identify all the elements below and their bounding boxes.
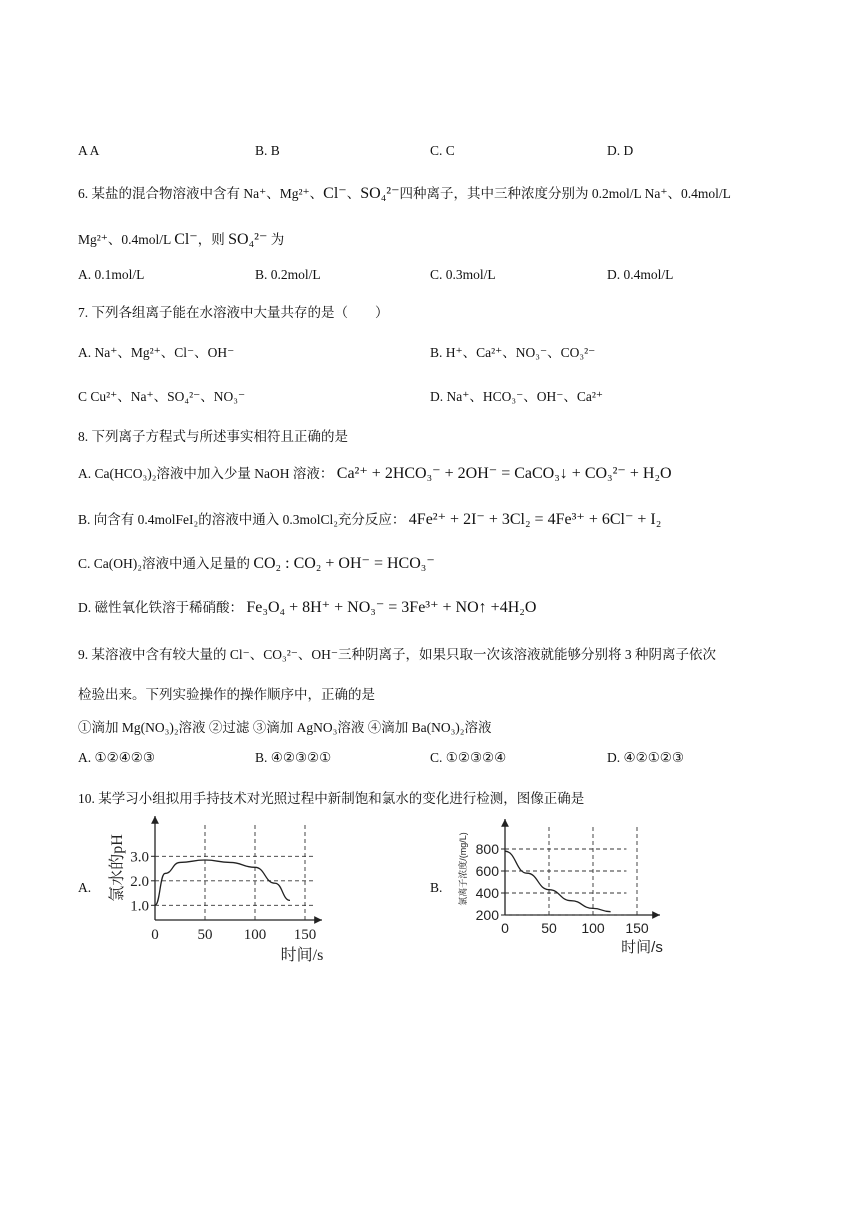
y-tick-label: 3.0 xyxy=(130,849,149,866)
q8-b-equation: 4Fe²⁺ + 2I⁻ + 3Cl₂ = 4Fe³⁺ + 6Cl⁻ + I₂ xyxy=(408,511,662,528)
q8-option-b xyxy=(78,508,661,529)
y-axis-label: 氯离子浓度/(mg/L) xyxy=(458,832,468,906)
x-tick-label: 0 xyxy=(151,927,159,943)
x-tick-label: 50 xyxy=(197,927,213,943)
q9-stem-line1: 9. 某溶液中含有较大量的 Cl⁻、CO₃²⁻、OH⁻三种阴离子，如果只取一次该溶液就能够分别将 3 种阴离子依次 xyxy=(78,647,717,662)
q8-option-d xyxy=(78,596,536,617)
x-tick-label: 100 xyxy=(243,927,267,943)
q7-option-b: B. H⁺、Ca²⁺、NO₃⁻、CO₃²⁻ xyxy=(430,345,596,360)
q9-option-d: D. ④②①②③ xyxy=(607,750,685,765)
y-tick-label: 400 xyxy=(475,884,499,901)
q9-option-a: A. ①②④②③ xyxy=(78,750,156,765)
q6-line2-cl-ion: Cl⁻ xyxy=(174,231,198,248)
x-axis-label: 时间/s xyxy=(621,939,663,956)
x-tick-label: 100 xyxy=(581,920,605,936)
q6-stem-line1 xyxy=(78,182,731,203)
q5-option-b: B. B xyxy=(255,143,280,158)
q9-option-c: C. ①②③②④ xyxy=(430,750,507,765)
y-tick-label: 600 xyxy=(475,862,499,879)
q6-line2-suffix: 为 xyxy=(270,232,285,247)
q8-d-equation: Fe₃O₄ + 8H⁺ + NO₃⁻ = 3Fe³⁺ + NO↑ +4H₂O xyxy=(246,599,537,616)
q8-d-text: D. 磁性氧化铁溶于稀硝酸： xyxy=(78,600,243,615)
q6-sep: 、 xyxy=(346,186,361,201)
chloride-chart xyxy=(450,815,680,965)
q10-option-a-label: A. xyxy=(78,880,92,895)
x-tick-label: 0 xyxy=(501,920,509,936)
q8-c-text: C. Ca(OH)₂溶液中通入足量的 xyxy=(78,556,250,571)
y-axis-label: 氯水的pH xyxy=(109,834,126,902)
q6-option-c: C. 0.3mol/L xyxy=(430,267,496,282)
q6-line2-mid: ，则 xyxy=(197,232,225,247)
q10-stem: 10. 某学习小组拟用手持技术对光照过程中新制饱和氯水的变化进行检测，图像正确是 xyxy=(78,791,585,806)
q8-option-a xyxy=(78,462,672,483)
q6-line2-so4-ion: SO₄²⁻ xyxy=(228,231,268,248)
q7-option-d: D. Na⁺、HCO₃⁻、OH⁻、Ca²⁺ xyxy=(430,389,603,404)
q6-line2-prefix: Mg²⁺、0.4mol/L xyxy=(78,232,171,247)
q6-so4-ion: SO₄²⁻ xyxy=(360,185,400,202)
q6-stem-suffix: 四种离子，其中三种浓度分别为 0.2mol/L Na⁺、0.4mol/L xyxy=(399,186,731,201)
x-tick-label: 150 xyxy=(293,927,317,943)
ph-chart xyxy=(100,810,340,970)
x-tick-label: 50 xyxy=(541,920,557,936)
q6-stem-line2 xyxy=(78,228,284,249)
q8-a-text: A. Ca(HCO₃)₂溶液中加入少量 NaOH 溶液： xyxy=(78,466,334,481)
q8-option-c xyxy=(78,552,435,573)
q10-option-b-label: B. xyxy=(430,880,443,895)
x-tick-label: 150 xyxy=(625,920,649,936)
q9-option-b: B. ④②③②① xyxy=(255,750,332,765)
q7-stem: 7. 下列各组离子能在水溶液中大量共存的是（ ） xyxy=(78,305,389,320)
q8-stem: 8. 下列离子方程式与所述事实相符且正确的是 xyxy=(78,429,348,444)
q6-option-b: B. 0.2mol/L xyxy=(255,267,321,282)
q8-c-equation: CO₂ : CO₂ + OH⁻ = HCO₃⁻ xyxy=(253,555,435,572)
q6-stem-prefix: 6. 某盐的混合物溶液中含有 Na⁺、Mg²⁺、 xyxy=(78,186,324,201)
q9-stem-line2: 检验出来。下列实验操作的操作顺序中，正确的是 xyxy=(78,687,375,702)
q8-b-text: B. 向含有 0.4molFeI₂的溶液中通入 0.3molCl₂充分反应： xyxy=(78,512,406,527)
q8-a-equation: Ca²⁺ + 2HCO₃⁻ + 2OH⁻ = CaCO₃↓ + CO₃²⁻ + H₂O xyxy=(336,465,672,482)
y-tick-label: 200 xyxy=(475,906,499,923)
q6-option-d: D. 0.4mol/L xyxy=(607,267,674,282)
y-tick-label: 2.0 xyxy=(130,874,149,891)
y-tick-label: 800 xyxy=(475,840,499,857)
q6-cl-ion: Cl⁻ xyxy=(323,185,347,202)
x-axis-label: 时间/s xyxy=(280,947,324,964)
data-line xyxy=(505,851,611,912)
q5-option-c: C. C xyxy=(430,143,455,158)
q6-option-a: A. 0.1mol/L xyxy=(78,267,145,282)
q5-option-d: D. D xyxy=(607,143,634,158)
y-tick-label: 1.0 xyxy=(130,898,149,915)
data-line xyxy=(155,860,290,905)
q7-option-c: C Cu²⁺、Na⁺、SO₄²⁻、NO₃⁻ xyxy=(78,389,246,404)
q7-option-a: A. Na⁺、Mg²⁺、Cl⁻、OH⁻ xyxy=(78,345,235,360)
q5-option-a: A A xyxy=(78,143,100,158)
q9-steps: ①滴加 Mg(NO₃)₂溶液 ②过滤 ③滴加 AgNO₃溶液 ④滴加 Ba(NO₃)₂溶液 xyxy=(78,720,492,735)
